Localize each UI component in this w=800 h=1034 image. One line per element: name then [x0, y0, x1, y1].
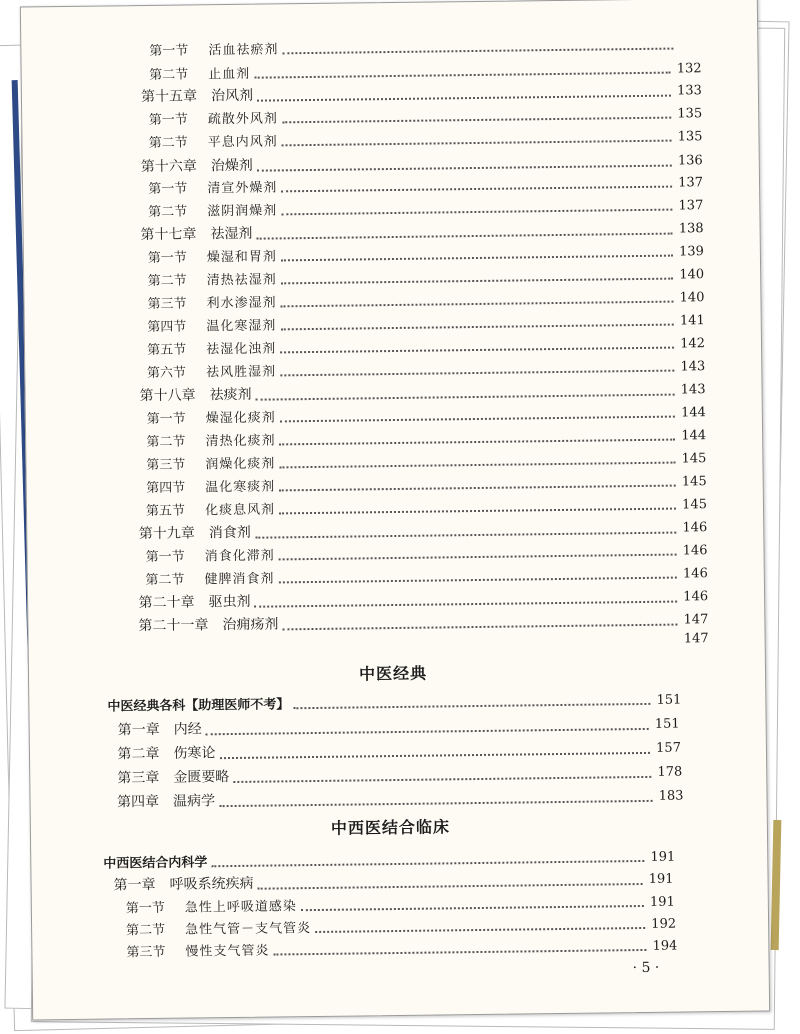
toc-entry-title: 慢性支气管炎: [185, 943, 270, 960]
toc-entry: [148, 240, 704, 266]
toc-entry-page: 132: [676, 61, 702, 77]
toc-entry-page: 142: [680, 336, 706, 352]
dot-leader: [273, 949, 646, 956]
toc-entry-page: 151: [654, 716, 680, 732]
toc-entry-page: 191: [650, 849, 676, 865]
dot-leader: [255, 601, 678, 608]
section-heading: 中西医结合临床: [330, 817, 451, 838]
toc-entry-title: 伤寒论: [173, 745, 216, 762]
toc-entry: [141, 79, 702, 106]
toc-entry-label: 第一节: [148, 181, 188, 197]
dot-leader: [282, 140, 672, 147]
toc-entry-label: 中医经典各科【助理医师不考】: [107, 697, 290, 715]
dot-leader: [280, 347, 674, 354]
toc-entry-page: 135: [677, 129, 703, 145]
toc-entry-page: 194: [652, 938, 678, 954]
toc-entry: [117, 737, 681, 764]
toc-entry-page: 146: [683, 589, 709, 605]
toc-entry-page: 143: [680, 382, 706, 398]
dot-leader: [281, 278, 674, 285]
toc-entry-page: 143: [680, 359, 706, 375]
toc-entry-label: 第十八章: [139, 387, 196, 405]
toc-entry-title: 消食剂: [208, 524, 251, 542]
toc-entry-title: 疏散外风剂: [207, 111, 278, 128]
toc-entry-label: 第二章: [117, 745, 160, 763]
toc-entry-title: 清宣外燥剂: [207, 180, 278, 197]
toc-entry-label: 第三章: [117, 769, 160, 787]
toc-entry-label: 第一节: [147, 250, 187, 267]
toc-entry-title: 驱虫剂: [208, 593, 251, 611]
toc-entry: [147, 401, 706, 427]
toc-entry-page: 145: [681, 474, 707, 490]
toc-entry: [148, 194, 703, 220]
toc-entry-page: 140: [679, 267, 705, 283]
toc-entry-label: 第一节: [148, 112, 188, 128]
toc-entry-label: 中西医结合内科学: [103, 855, 208, 872]
toc-entry: [140, 217, 703, 244]
dot-leader: [206, 728, 649, 735]
toc-entry-page: 146: [682, 566, 708, 582]
toc-entry-label: 第二节: [145, 572, 185, 589]
toc-entry: [148, 263, 705, 289]
toc-entry-title: 温病学: [172, 793, 216, 810]
toc-entry-title: 内经: [173, 721, 202, 738]
dot-leader: [279, 577, 677, 584]
dot-leader: [255, 532, 677, 539]
toc-entry: [149, 125, 703, 151]
toc-entry-title: 治痈疡剂: [222, 616, 279, 634]
dot-leader: [233, 776, 651, 783]
toc-entry-title: 急性上呼吸道感染: [184, 899, 297, 916]
dot-leader: [280, 324, 674, 331]
toc-entry: [126, 913, 676, 939]
dot-leader: [282, 48, 673, 55]
toc-entry: [113, 868, 673, 895]
toc-entry-label: 第一章: [113, 876, 156, 894]
toc-entry-label: 第四节: [147, 319, 187, 336]
toc-entry: [138, 585, 708, 612]
toc-entry-label: 第一节: [145, 549, 185, 566]
dot-leader: [211, 860, 644, 867]
dot-leader: [279, 554, 677, 561]
dot-leader: [280, 416, 675, 423]
dot-leader: [280, 370, 674, 377]
dot-leader: [279, 508, 676, 515]
toc-entry: [149, 102, 703, 128]
toc-entry-title: 治燥剂: [210, 157, 253, 175]
toc-entry-title: 消食化滞剂: [204, 548, 275, 565]
toc-entry-title: 止血剂: [208, 66, 251, 83]
toc-entry-label: 第一节: [125, 900, 165, 917]
toc-entry-title: 金匮要略: [173, 769, 230, 786]
toc-entry: [147, 286, 704, 312]
toc-entry: [145, 562, 708, 588]
book-edge-gold: [771, 820, 782, 950]
toc-entry-label: 第六节: [146, 365, 187, 382]
dot-leader: [256, 394, 675, 401]
toc-entry-page: 138: [678, 221, 704, 237]
toc-entry: [138, 608, 708, 635]
dot-leader: [301, 905, 644, 911]
toc-entry-title: 祛湿剂: [210, 225, 253, 243]
dot-leader: [293, 703, 650, 709]
dot-leader: [281, 255, 673, 262]
toc-entry-label: 第一节: [149, 43, 189, 59]
toc-entry-title: 活血祛瘀剂: [208, 42, 279, 59]
toc-entry: [117, 784, 684, 811]
dot-leader: [254, 72, 671, 79]
toc-entry-page: 178: [657, 764, 683, 780]
toc-entry-page: 136: [677, 153, 703, 169]
toc-entry-label: 第五节: [145, 503, 186, 520]
toc-entry-title: 急性气管－支气管炎: [185, 921, 312, 938]
toc-entry: [139, 516, 708, 543]
dot-leader: [257, 165, 672, 172]
toc-entry-title: 温化寒痰剂: [205, 479, 276, 496]
toc-entry-title: 健脾消食剂: [204, 571, 275, 588]
toc-entry-title: 润燥化痰剂: [205, 456, 276, 473]
dot-leader: [280, 439, 676, 446]
toc-entry: [139, 378, 705, 405]
toc-entry: [146, 539, 708, 565]
toc-entry-label: 第二十一章: [138, 617, 209, 635]
toc-entry: [117, 761, 682, 788]
toc-entry-title: 燥湿化痰剂: [205, 410, 276, 427]
toc-entry-label: 第一章: [117, 721, 160, 739]
toc-entry-label: 第二节: [147, 273, 187, 290]
toc-entry: [149, 57, 702, 83]
dot-leader: [315, 927, 645, 933]
toc-entry-title: 清热祛湿剂: [206, 272, 277, 289]
toc-entry-label: 第三节: [126, 944, 166, 961]
dot-leader: [257, 95, 671, 102]
dot-leader: [282, 117, 671, 124]
dot-leader: [282, 624, 677, 631]
toc-entry-page: 145: [682, 497, 708, 513]
toc-entry-title: 清热化痰剂: [205, 433, 276, 450]
toc-entry: [118, 713, 680, 740]
toc-entry-page: 140: [679, 290, 705, 306]
toc-entry-title: 燥湿和胃剂: [206, 249, 277, 266]
dot-leader: [281, 186, 672, 193]
dot-leader: [219, 800, 653, 807]
dot-leader: [220, 752, 651, 759]
toc-entry-page: 139: [678, 244, 704, 260]
toc-entry: [146, 424, 706, 450]
toc-entry: [148, 171, 703, 197]
toc-entry-title: 利水渗湿剂: [206, 295, 277, 312]
toc-entry-page: 151: [656, 692, 682, 708]
toc-entry: [147, 332, 705, 358]
dot-leader: [281, 209, 672, 216]
dot-leader: [256, 233, 672, 240]
toc-entry-page: 146: [682, 543, 708, 559]
toc-entry-page: 192: [651, 916, 677, 932]
dot-leader: [279, 485, 676, 492]
table-of-contents: [21, 0, 769, 1019]
toc-entry-page: 191: [649, 894, 675, 910]
toc-entry-label: 第一节: [146, 411, 186, 428]
toc-entry: [146, 493, 707, 519]
toc-entry-label: 第二节: [146, 434, 186, 451]
toc-entry-label: 第四节: [146, 480, 186, 497]
toc-entry-page: 145: [681, 451, 707, 467]
toc-entry-label: 第十六章: [140, 158, 197, 176]
toc-entry-title: 治风剂: [211, 87, 254, 105]
dot-leader: [281, 301, 674, 308]
toc-entry-page: 141: [679, 313, 705, 329]
toc-entry-label: 第十五章: [141, 88, 198, 106]
dot-leader: [279, 462, 675, 469]
toc-entry-label: 第二十章: [138, 594, 195, 612]
page-number: · 5 ·: [632, 959, 660, 977]
toc-entry-title: 滋阴润燥剂: [207, 203, 278, 220]
toc-entry-title: 呼吸系统疾病: [169, 875, 254, 893]
toc-entry-page: 135: [677, 106, 703, 122]
toc-entry-page: 144: [681, 428, 707, 444]
toc-page: [20, 0, 770, 1020]
toc-entry-title: 化痰息风剂: [204, 502, 276, 519]
toc-entry-page: 191: [648, 871, 674, 887]
toc-entry: [146, 447, 706, 473]
toc-entry: [147, 309, 705, 335]
toc-entry-page: 137: [678, 175, 704, 191]
toc-entry-label: 第十九章: [138, 525, 195, 543]
toc-entry-title: 祛风胜湿剂: [205, 364, 277, 381]
toc-entry: [126, 891, 675, 917]
toc-entry-page: 146: [682, 520, 708, 536]
toc-entry-page: 137: [678, 198, 704, 214]
toc-entry: [146, 470, 707, 496]
toc-entry-title: 温化寒湿剂: [206, 318, 277, 335]
toc-entry-label: 第四章: [116, 793, 160, 811]
toc-entry-label: 第三节: [146, 457, 186, 474]
toc-entry-label: 第三节: [147, 296, 187, 313]
dot-leader: [258, 883, 643, 890]
toc-entry-page: 147: [683, 612, 709, 628]
toc-entry-label: 第十七章: [140, 226, 197, 244]
toc-entry: [149, 33, 701, 59]
toc-entry-label: 第二节: [149, 67, 189, 83]
toc-entry-title: 平息内风剂: [207, 134, 278, 151]
toc-entry-label: 第二节: [148, 135, 188, 151]
toc-entry: [145, 631, 709, 653]
section-heading: 中医经典: [358, 663, 428, 684]
toc-entry-label: 第二节: [126, 922, 166, 939]
toc-entry-label: 第五节: [147, 342, 187, 359]
toc-entry-title: 祛痰剂: [209, 386, 252, 404]
toc-entry-page: 144: [680, 405, 706, 421]
toc-entry-page: 183: [658, 788, 684, 804]
toc-entry: [147, 355, 706, 381]
toc-entry-page: 133: [676, 83, 703, 99]
toc-entry: [126, 935, 677, 961]
toc-entry-page: 147: [683, 631, 709, 647]
toc-entry: [107, 689, 681, 715]
toc-entry-label: 第二节: [148, 204, 188, 220]
toc-entry-page: 157: [656, 740, 682, 756]
toc-entry-title: 祛湿化浊剂: [206, 341, 277, 358]
